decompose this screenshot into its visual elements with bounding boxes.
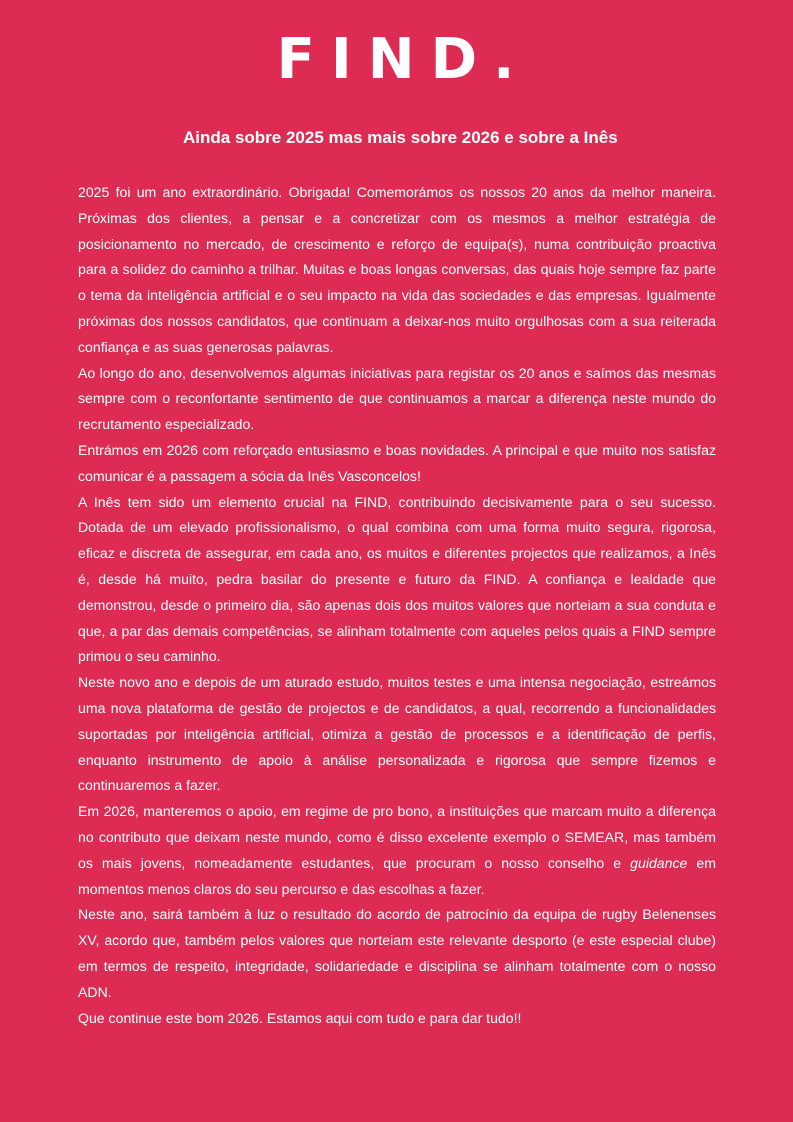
find-logo: FIND. bbox=[276, 27, 531, 92]
paragraph-2026-news: Entrámos em 2026 com reforçado entusiasmo e boas novidades. A principal e que muito nos satisfaz comunicar é a passagem a sócia da Inês Vasconcelos! bbox=[78, 441, 716, 484]
paragraph-ines-profile: A Inês tem sido um elemento crucial na FIND, contribuindo decisivamente para o seu sucesso. Dotada de um elevado profissionalismo, o qual combina com uma forma muito segura, rigorosa, eficaz e discreta de assegurar, em cada ano, os muitos e diferentes projectos que realizamos, a Inês é, desde há muito, pedra basilar do presente e futuro da FIND. A confiança e lealdade que demonstrou, desde o primeiro dia, são apenas dois dos muitos valores que norteiam a sua conduta e que, a par das demais competências, se alinham totalmente com aqueles pelos quais a FIND sempre primou o seu caminho. bbox=[78, 493, 716, 665]
paragraph-new-platform: Neste novo ano e depois de um aturado estudo, muitos testes e uma intensa negociação, estreámos uma nova plataforma de gestão de projectos e de candidatos, a qual, recorrendo a funcionalidades suportadas por inteligência artificial, otimiza a gestão de processos e a identificação de perfis, enquanto instrumento de apoio à análise personalizada e rigorosa que sempre fizemos e continuaremos a fazer. bbox=[78, 674, 716, 794]
page-title: Ainda sobre 2025 mas mais sobre 2026 e sobre a Inês bbox=[183, 128, 618, 147]
pro-bono-text-start: Em 2026, manteremos o apoio, em regime de pro bono, a instituições que marcam muito a diferença no contributo que deixam neste mundo, como é disso excelente exemplo o SEMEAR, mas também os mais jovens, nomeadamente estudantes, que procuram o nosso conselho e bbox=[78, 803, 716, 871]
guidance-emphasis: guidance bbox=[630, 854, 688, 871]
pro-bono-text-end: em momentos menos claros do seu percurso e das escolhas a fazer. bbox=[78, 854, 716, 897]
paragraph-pro-bono bbox=[78, 799, 716, 902]
paragraph-2025-review: 2025 foi um ano extraordinário. Obrigada! Comemorámos os nossos 20 anos da melhor maneira. Próximas dos clientes, a pensar e a concretizar com os mesmos a melhor estratégia de posicionamento no mercado, de crescimento e reforço de equipa(s), numa contribuição proactiva para a solidez do caminho a trilhar. Muitas e boas longas conversas, das quais hoje sempre faz parte o tema da inteligência artificial e o seu impacto na vida das sociedades e das empresas. Igualmente próximas dos nossos candidatos, que continuam a deixar-nos muito orgulhosas com a sua reiterada confiança e as suas generosas palavras. bbox=[78, 184, 716, 355]
paragraph-closing: Que continue este bom 2026. Estamos aqui com tudo e para dar tudo!! bbox=[78, 1009, 522, 1026]
paragraph-rugby-sponsorship: Neste ano, sairá também à luz o resultado do acordo de patrocínio da equipa de rugby Belenenses XV, acordo que, também pelos valores que norteiam este relevante desporto (e este especial clube) em termos de respeito, integridade, solidariedade e disciplina se alinham totalmente com o nosso ADN. bbox=[78, 906, 716, 1000]
paragraph-20-years-initiatives: Ao longo do ano, desenvolvemos algumas iniciativas para registar os 20 anos e saímos das mesmas sempre com o reconfortante sentimento de que continuamos a marcar a diferença neste mundo do recrutamento especializado. bbox=[78, 364, 716, 433]
letter-body bbox=[78, 180, 716, 1031]
